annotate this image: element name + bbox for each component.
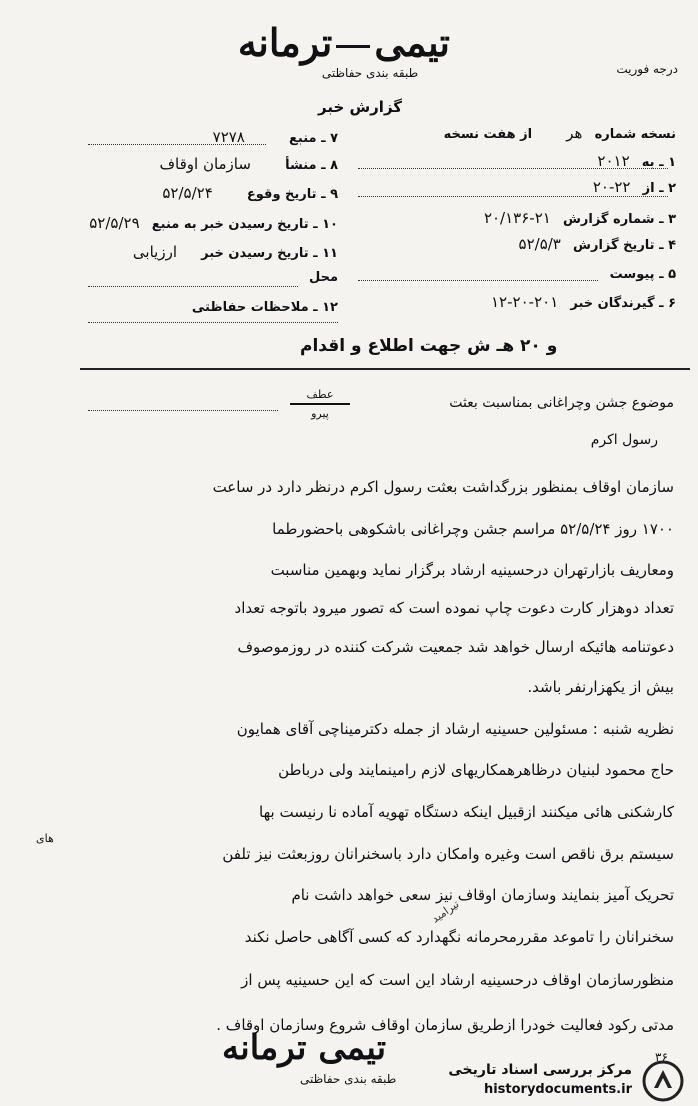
- body-line: تحریک آمیز بنمایند وسازمان اوقاف نیز سعی خواهد داشت نام: [291, 886, 674, 904]
- watermark-text: مرکز بررسی اسناد تاریخی: [448, 1062, 632, 1078]
- field-label: ۴ ـ تاریخ گزارش: [573, 238, 676, 253]
- field-label: ۷ ـ منبع: [289, 131, 338, 146]
- margin-note: های: [36, 832, 54, 845]
- classification-word-2: ترمانه: [237, 20, 333, 65]
- watermark-url: historydocuments.ir: [483, 1082, 632, 1097]
- field-label: ۳ ـ شماره گزارش: [562, 212, 676, 227]
- field-label: محل: [308, 270, 338, 285]
- field-report-number: [484, 209, 676, 227]
- body-line: ومعاریف بازارتهران درحسینیه ارشاد برگزار نماید وبهمین مناسبت: [270, 561, 674, 579]
- footer-word-2: ترمانه: [222, 1028, 307, 1068]
- title-dash: [336, 45, 370, 48]
- field-value: ارزیابی: [132, 243, 177, 261]
- field-value: ۲۰۱۲: [597, 152, 630, 170]
- field-label: ۱ ـ به: [641, 155, 676, 170]
- body-line: منظورسازمان اوقاف درحسینیه ارشاد این است که این حسینیه پس از: [241, 971, 674, 989]
- field-label: ۵ ـ پیوست: [609, 267, 676, 282]
- reference-bottom: پیرو: [311, 407, 329, 420]
- subject-line: موضوع جشن وچراغانی بمناسبت بعثت: [449, 395, 674, 411]
- field-value: سازمان اوقاف: [159, 155, 251, 173]
- footer-subtitle: طبقه بندی حفاظتی: [300, 1072, 397, 1086]
- field-value: ۵۲/۵/۲۹: [89, 214, 140, 232]
- field-origin: [159, 155, 338, 173]
- field-label: ۶ ـ گیرندگان خبر: [570, 296, 676, 311]
- handwritten-note: تیرامید: [429, 897, 462, 926]
- classification-word-1: تیمی: [374, 20, 450, 65]
- classification-subtitle: طبقه بندی حفاظتی: [321, 66, 419, 80]
- field-place: [309, 270, 338, 285]
- body-line: حاج محمود لبنیان درظاهرهمکاریهای لازم رامینمایند ولی درباطن: [278, 761, 674, 779]
- field-attachment: [602, 264, 676, 282]
- dotted-rule: [88, 144, 266, 145]
- body-line: بیش از یکهزارنفر باشد.: [527, 678, 674, 696]
- body-line: مدتی رکود فعالیت خودرا ازطریق سازمان اوقاف شروع وسازمان اوقاف .: [216, 1016, 674, 1034]
- field-label: ۱۲ ـ ملاحظات حفاظتی: [191, 300, 338, 315]
- action-directive: و ۲۰ هـ ش جهت اطلاع و اقدام: [300, 336, 558, 356]
- footer-word-1: تیمی: [318, 1028, 387, 1068]
- dotted-rule: [88, 410, 278, 411]
- body-line: سازمان اوقاف بمنظور بزرگداشت بعثت رسول اکرم درنظر دارد در ساعت: [212, 478, 674, 496]
- field-value: ۷۲۷۸: [212, 128, 245, 146]
- field-value: ۵۲/۵/۲۴: [162, 184, 213, 202]
- separator-line: [80, 368, 690, 370]
- report-title: گزارش خبر: [317, 98, 403, 116]
- reference-divider: [290, 403, 350, 405]
- field-label: نسخه شماره: [594, 127, 676, 142]
- dotted-rule: [358, 168, 668, 169]
- priority-label: درجه فوریت: [616, 62, 678, 76]
- body-line: تعداد دوهزار کارت دعوت چاپ نموده است که تصور میرود باتوجه تعداد: [234, 599, 674, 617]
- field-value: ۲۱-۲۰/۱۳۶: [483, 209, 551, 227]
- field-occurrence-date: [162, 184, 338, 202]
- body-line: نظریه شنبه : مسئولین حسینیه ارشاد از جمله دکترمیناچی آقای همایون: [236, 720, 674, 738]
- dotted-rule: [358, 196, 668, 197]
- body-line: کارشکنی هائی میکنند ازقبیل اینکه دستگاه تهویه آماده نا رنیست بها: [259, 803, 674, 821]
- dotted-rule: [88, 286, 298, 287]
- field-security-notes: [192, 300, 338, 315]
- archive-logo-icon: [642, 1060, 684, 1102]
- page-number: ۳۶: [655, 1050, 668, 1064]
- dotted-rule: [88, 322, 338, 323]
- field-receipt-date: [133, 243, 338, 261]
- classification-title: [237, 20, 450, 65]
- field-value: هر: [566, 124, 583, 142]
- field-receipt-date-source: [89, 214, 338, 232]
- body-line: ۱۷۰۰ روز ۵۲/۵/۲۴ مراسم جشن وچراغانی باشکوهی باحضورطما: [272, 520, 674, 538]
- archive-watermark: [420, 1058, 690, 1104]
- reference-box: [290, 388, 350, 420]
- field-report-date: [519, 235, 676, 253]
- field-value: ۲۲-۲۰: [592, 178, 631, 196]
- subject-continuation: رسول اکرم: [590, 432, 658, 448]
- field-label: ۹ ـ تاریخ وقوع: [246, 187, 338, 202]
- field-value: ۲۰۱-۲۰-۱۲: [490, 293, 559, 311]
- body-line: سیستم برق ناقص است وغیره وامکان دارد باسخنرانان روزبعثت نیز تلفن: [222, 845, 674, 863]
- body-line: دعوتنامه هائیکه ارسال خواهد شد جمعیت شرکت کننده در روزموصوف: [237, 638, 674, 656]
- field-label: ۱۰ ـ تاریخ رسیدن خبر به منبع: [151, 217, 338, 232]
- field-label: ۸ ـ منشأ: [285, 158, 338, 173]
- field-value: ۵۲/۵/۳: [518, 235, 561, 253]
- field-label: ۲ ـ از: [642, 181, 676, 196]
- body-line: سخنرانان را تاموعد مقررمحرمانه نگهدارد که کسی آگاهی حاصل نکند: [244, 928, 674, 946]
- field-recipients: [491, 293, 676, 311]
- footer-classification: [222, 1028, 386, 1068]
- reference-top: عطف: [306, 388, 334, 401]
- field-extra: از هفت نسخه: [443, 127, 533, 142]
- dotted-rule: [358, 280, 598, 281]
- field-from: [593, 178, 676, 196]
- field-copy-number: [444, 124, 676, 142]
- field-label: ۱۱ ـ تاریخ رسیدن خبر: [201, 246, 338, 261]
